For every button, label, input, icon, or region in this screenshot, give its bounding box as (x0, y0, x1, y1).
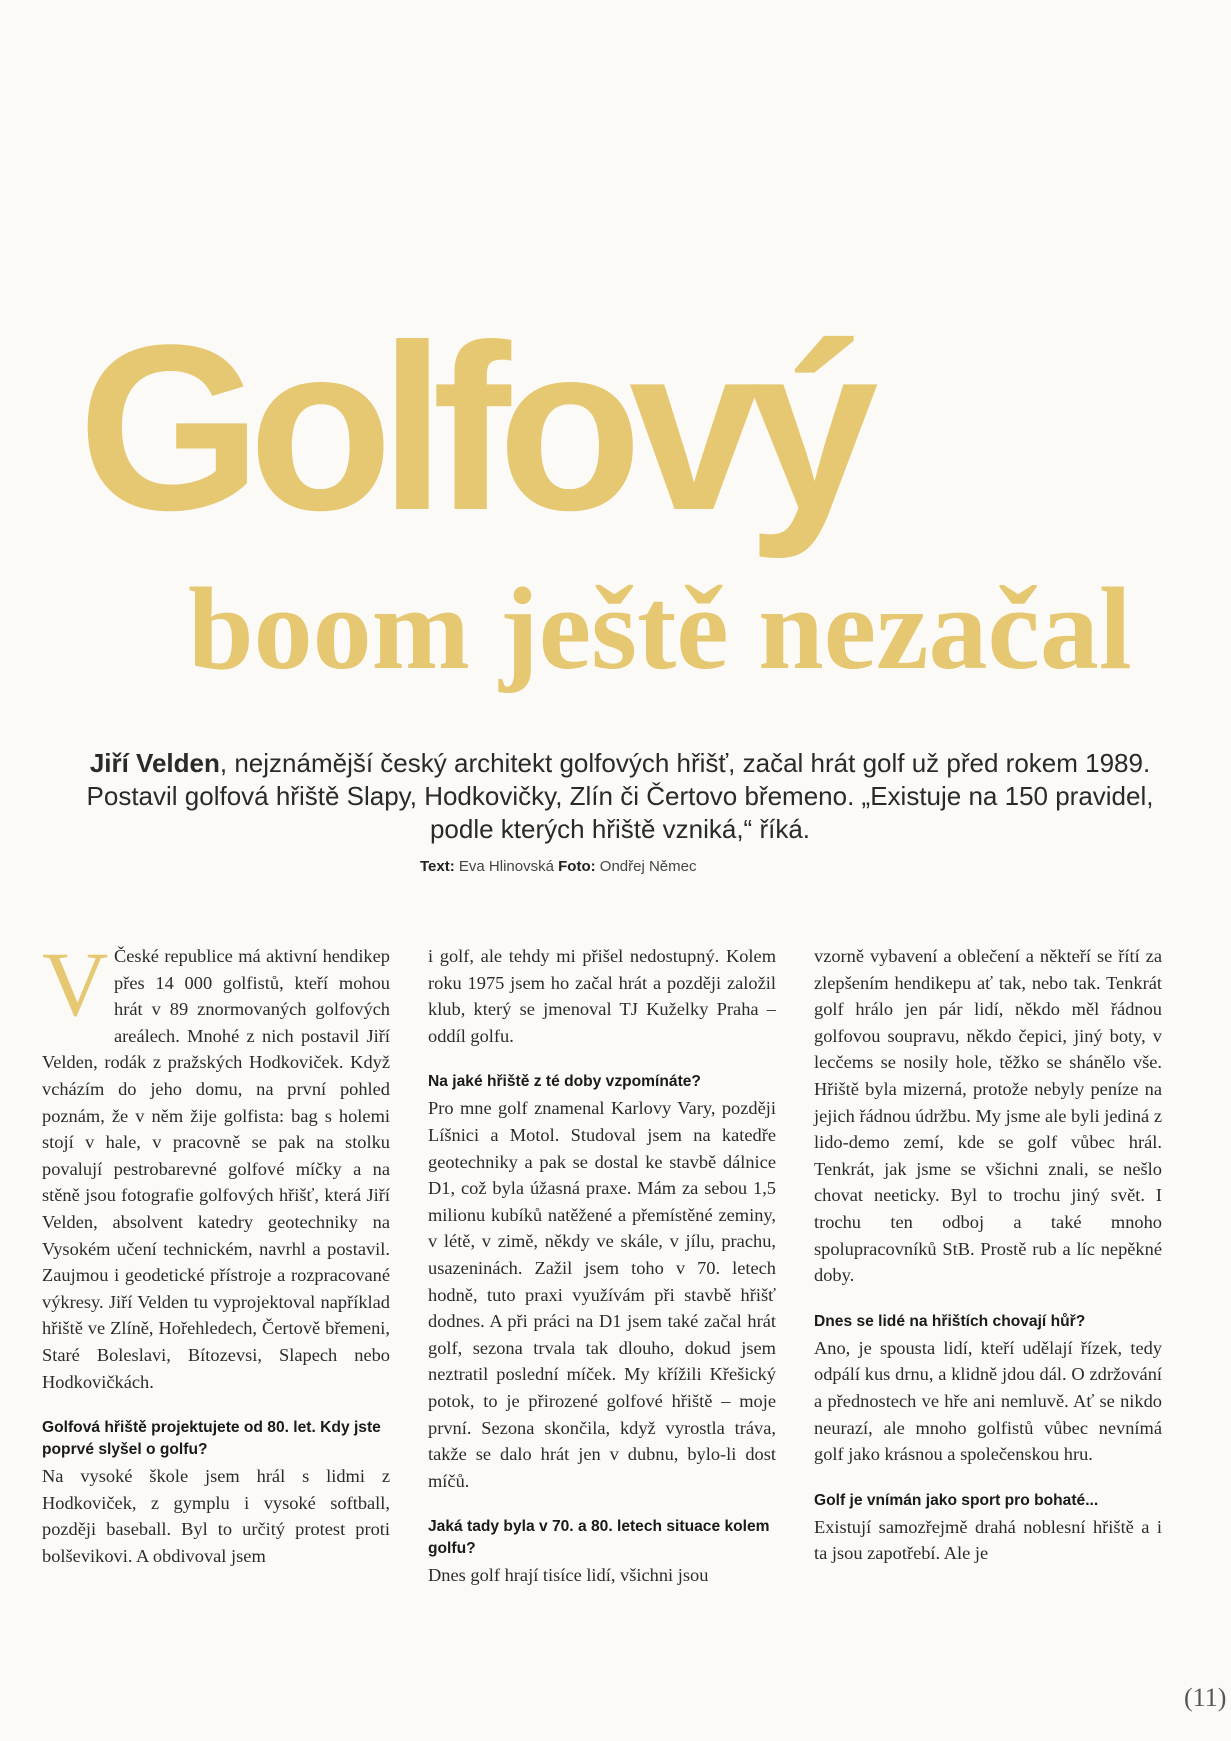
continued-paragraph: vzorně vybavení a oblečení a někteří se řítí za zlepšením hendikepu ať tak, nebo tak. Tenkrát golf hrálo jen pár lidí, někdo měl řádnou golfovou soupravu, někdo čepici, jiný boty, v lecčems se nosily hole, těžko se shánělo vše. Hřiště byla mizerná, protože nebyly peníze na jejich řádnou údržbu. My jsme ale byli jediná z lido-demo zemí, kde se golf vůbec hrál. Tenkrát, jak jsme se všichni znali, se nešlo chovat neeticky. Byl to trochu jiný svět. I trochu ten odboj a také mnoho spolupracovníků StB. Prostě rub a líc nepěkné doby. (814, 946, 1162, 1286)
answer-2: Pro mne golf znamenal Karlovy Vary, později Líšnici a Motol. Studoval jsem na katedře geotechniky a pak se dostal ke stavbě dálnice D1, což byla úžasná praxe. Mám za sebou 1,5 milionu kubíků natěžené a přemístěné zeminy, v létě, v zimě, někdy ve skále, v jílu, prachu, usazeninách. Zažil jsem toho v 70. letech hodně, tuto praxi využívám při stavbě hřišť dodnes. A při práci na D1 jsem také začal hrát golf, sezona trvala tak dlouho, dokud jsem neztratil poslední míček. My křížili Křešický potok, to je přirozené golfové hřiště – moje první. Sezona skončila, když vyrostla tráva, takže se dalo hrát jen v dubnu, bylo-li dost míčů. (428, 1098, 776, 1491)
answer-3: Dnes golf hrají tisíce lidí, všichni jsou (428, 1565, 709, 1586)
intro-text: , nejznámější český architekt golfových hřišť, začal hrát golf už před rokem 1989. Postavil golfová hřiště Slapy, Hodkovičky, Zlín či Čertovo břemeno. „Existuje na 150 pravidel, podle kterých hřiště vzniká,“ říká. (86, 748, 1154, 844)
question-1: Golfová hřiště projektujete od 80. let. Kdy jste poprvé slyšel o golfu? (42, 1419, 381, 1459)
dropcap: V (42, 933, 109, 1035)
photo-author: Ondřej Němec (599, 858, 697, 875)
photo-label: Foto: (558, 858, 596, 875)
answer-4: Ano, je spousta lidí, kteří udělají řízek, tedy odpálí kus drnu, a klidně jdou dál. O zdržování a přednostech ve hře ani nemluvě. Ať se nikdo neurazí, ale mnoho golfistů vůbec nevnímá golf jako krásnou a společenskou hru. (814, 1337, 1162, 1465)
lead-paragraph: České republice má aktivní hendikep přes 14 000 golfistů, kteří mohou hrát v 89 znormovaných golfových areálech. Mnohé z nich postavil Jiří Velden, rodák z pražských Hodkoviček. Když vcházím do jeho domu, na první pohled poznám, že v něm žije golfista: bag s holemi stojí v hale, v pracovně se pak na stolku povalují pestrobarevné golfové míčky a na stěně jsou fotografie golfových hřišť, která Jiří Velden, absolvent katedry geotechniky na Vysokém učení technickém, navrhl a postavil. Zaujmou i geodetické přístroje a rozpracované výkresy. Jiří Velden tu vyprojektoval například hřiště ve Zlíně, Hořehledech, Čertově břemeni, Staré Boleslavi, Bítozevsi, Slapech nebo Hodkovičkách. (42, 946, 390, 1392)
answer-5: Existují samozřejmě drahá noblesní hřiště a i ta jsou zapotřebí. Ale je (814, 1516, 1162, 1564)
question-2: Na jaké hřiště z té doby vzpomínáte? (428, 1073, 701, 1091)
headline-main: Golfový (78, 296, 866, 560)
question-5: Golf je vnímán jako sport pro bohaté... (814, 1491, 1099, 1509)
article-column-3 (814, 943, 1162, 1567)
answer-1: Na vysoké škole jsem hrál s lidmi z Hodkoviček, z gymplu i vysoké softball, později baseball. Byl to určitý protest proti bolševikovi. A obdivoval jsem (42, 1466, 390, 1566)
article-column-1 (42, 933, 390, 1569)
page-number: (11) (1184, 1683, 1227, 1712)
intro-name: Jiří Velden (89, 748, 220, 778)
question-4: Dnes se lidé na hřištích chovají hůř? (814, 1312, 1086, 1330)
text-author: Eva Hlinovská (458, 858, 554, 875)
text-label: Text: (420, 858, 455, 875)
continued-paragraph: i golf, ale tehdy mi přišel nedostupný. Kolem roku 1975 jsem ho začal hrát a později založil klub, který se jmenoval TJ Kuželky Praha – oddíl golfu. (428, 946, 776, 1046)
article-column-2 (428, 943, 776, 1589)
credits (420, 858, 940, 875)
headline-sub: boom ještě nezačal (188, 563, 1132, 694)
question-3: Jaká tady byla v 70. a 80. letech situace kolem golfu? (428, 1518, 770, 1558)
intro-paragraph (60, 747, 1180, 846)
